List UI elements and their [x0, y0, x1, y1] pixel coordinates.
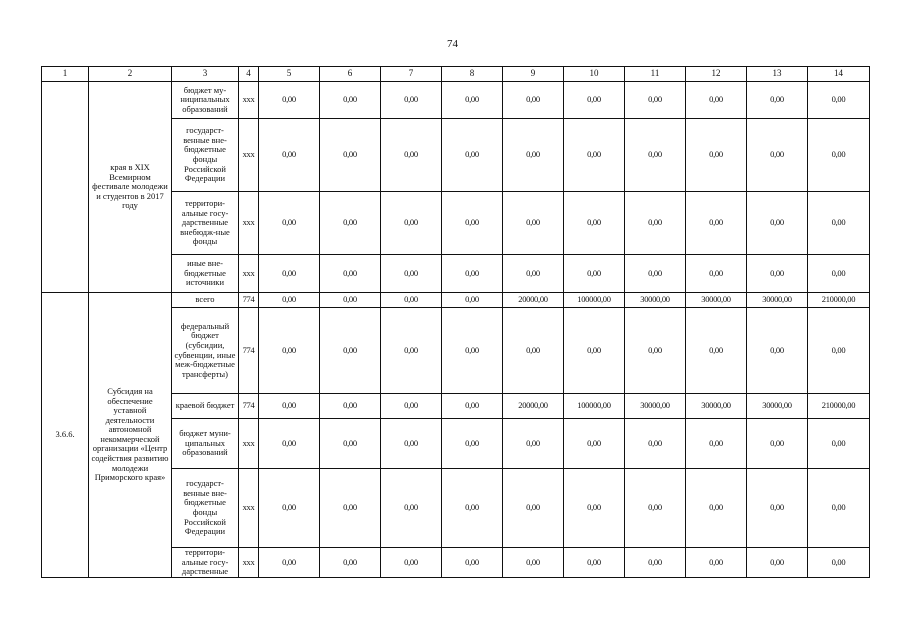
amount-cell: 0,00	[259, 419, 320, 469]
amount-cell: 30000,00	[747, 394, 808, 419]
section-name-cell: края в XIX Всемирном фестивале молодежи и студентов в 2017 году	[89, 82, 172, 293]
amount-cell: 0,00	[625, 308, 686, 394]
amount-cell: 0,00	[442, 469, 503, 548]
amount-cell: 0,00	[686, 469, 747, 548]
amount-cell: 0,00	[686, 419, 747, 469]
funding-source-cell: краевой бюджет	[172, 394, 239, 419]
page-number: 74	[447, 38, 458, 50]
table-row	[42, 293, 870, 308]
amount-cell: 0,00	[442, 394, 503, 419]
budget-table	[41, 66, 870, 578]
header-cell: 6	[320, 67, 381, 82]
budget-code-cell: 774	[239, 394, 259, 419]
amount-cell: 210000,00	[808, 394, 870, 419]
amount-cell: 0,00	[320, 419, 381, 469]
budget-code-cell: xxx	[239, 469, 259, 548]
amount-cell: 0,00	[320, 548, 381, 578]
header-cell: 9	[503, 67, 564, 82]
budget-code-cell: xxx	[239, 82, 259, 119]
header-cell: 4	[239, 67, 259, 82]
amount-cell: 0,00	[686, 255, 747, 293]
amount-cell: 0,00	[320, 82, 381, 119]
amount-cell: 0,00	[259, 82, 320, 119]
section-code-cell	[42, 82, 89, 293]
amount-cell: 0,00	[259, 548, 320, 578]
amount-cell: 0,00	[381, 82, 442, 119]
amount-cell: 0,00	[320, 394, 381, 419]
amount-cell: 0,00	[564, 419, 625, 469]
amount-cell: 0,00	[320, 192, 381, 255]
amount-cell: 0,00	[625, 82, 686, 119]
budget-code-cell: xxx	[239, 119, 259, 192]
amount-cell: 0,00	[442, 82, 503, 119]
header-cell: 7	[381, 67, 442, 82]
funding-source-cell: государст-венные вне-бюджетные фонды Российской Федерации	[172, 119, 239, 192]
amount-cell: 0,00	[808, 419, 870, 469]
amount-cell: 0,00	[442, 548, 503, 578]
amount-cell: 0,00	[259, 293, 320, 308]
amount-cell: 0,00	[808, 308, 870, 394]
amount-cell: 0,00	[381, 192, 442, 255]
amount-cell: 0,00	[686, 119, 747, 192]
amount-cell: 0,00	[259, 308, 320, 394]
amount-cell: 20000,00	[503, 293, 564, 308]
amount-cell: 0,00	[747, 119, 808, 192]
amount-cell: 0,00	[808, 548, 870, 578]
funding-source-cell: бюджет муни-ципальных образований	[172, 419, 239, 469]
header-cell: 5	[259, 67, 320, 82]
funding-source-cell: федеральный бюджет (субсидии, субвенции, иные меж-бюджетные трансферты)	[172, 308, 239, 394]
amount-cell: 0,00	[442, 308, 503, 394]
funding-source-cell: бюджет му-ниципальных образований	[172, 82, 239, 119]
amount-cell: 0,00	[259, 119, 320, 192]
budget-code-cell: xxx	[239, 255, 259, 293]
amount-cell: 30000,00	[625, 293, 686, 308]
header-row	[42, 67, 870, 82]
amount-cell: 0,00	[381, 394, 442, 419]
amount-cell: 0,00	[381, 293, 442, 308]
amount-cell: 0,00	[503, 192, 564, 255]
amount-cell: 0,00	[686, 308, 747, 394]
amount-cell: 0,00	[747, 82, 808, 119]
header-cell: 12	[686, 67, 747, 82]
budget-code-cell: xxx	[239, 548, 259, 578]
amount-cell: 0,00	[381, 255, 442, 293]
amount-cell: 0,00	[381, 308, 442, 394]
amount-cell: 30000,00	[686, 394, 747, 419]
amount-cell: 0,00	[381, 469, 442, 548]
table-row	[42, 82, 870, 119]
amount-cell: 0,00	[625, 419, 686, 469]
amount-cell: 0,00	[808, 119, 870, 192]
amount-cell: 0,00	[442, 119, 503, 192]
table-body	[42, 82, 870, 578]
header-cell: 10	[564, 67, 625, 82]
amount-cell: 0,00	[259, 469, 320, 548]
amount-cell: 30000,00	[625, 394, 686, 419]
amount-cell: 0,00	[747, 308, 808, 394]
amount-cell: 0,00	[564, 469, 625, 548]
amount-cell: 0,00	[564, 255, 625, 293]
amount-cell: 0,00	[625, 192, 686, 255]
amount-cell: 30000,00	[747, 293, 808, 308]
amount-cell: 0,00	[259, 192, 320, 255]
amount-cell: 0,00	[564, 119, 625, 192]
header-cell: 8	[442, 67, 503, 82]
amount-cell: 0,00	[503, 82, 564, 119]
amount-cell: 0,00	[442, 255, 503, 293]
amount-cell: 0,00	[259, 255, 320, 293]
funding-source-cell: иные вне-бюджетные источники	[172, 255, 239, 293]
amount-cell: 0,00	[747, 192, 808, 255]
amount-cell: 0,00	[503, 119, 564, 192]
amount-cell: 0,00	[625, 119, 686, 192]
amount-cell: 30000,00	[686, 293, 747, 308]
header-cell: 14	[808, 67, 870, 82]
amount-cell: 0,00	[442, 293, 503, 308]
amount-cell: 0,00	[503, 255, 564, 293]
amount-cell: 0,00	[503, 548, 564, 578]
amount-cell: 0,00	[564, 82, 625, 119]
amount-cell: 0,00	[320, 293, 381, 308]
amount-cell: 0,00	[503, 469, 564, 548]
amount-cell: 0,00	[625, 255, 686, 293]
amount-cell: 0,00	[747, 255, 808, 293]
amount-cell: 0,00	[747, 469, 808, 548]
budget-code-cell: xxx	[239, 419, 259, 469]
section-code-cell: 3.6.6.	[42, 293, 89, 578]
amount-cell: 100000,00	[564, 394, 625, 419]
amount-cell: 0,00	[442, 192, 503, 255]
header-cell: 2	[89, 67, 172, 82]
amount-cell: 0,00	[564, 308, 625, 394]
amount-cell: 0,00	[625, 469, 686, 548]
amount-cell: 0,00	[808, 82, 870, 119]
amount-cell: 0,00	[320, 469, 381, 548]
amount-cell: 0,00	[808, 192, 870, 255]
amount-cell: 0,00	[625, 548, 686, 578]
amount-cell: 0,00	[259, 394, 320, 419]
amount-cell: 0,00	[564, 548, 625, 578]
amount-cell: 0,00	[320, 255, 381, 293]
header-cell: 11	[625, 67, 686, 82]
amount-cell: 0,00	[686, 192, 747, 255]
amount-cell: 0,00	[686, 548, 747, 578]
amount-cell: 100000,00	[564, 293, 625, 308]
funding-source-cell: всего	[172, 293, 239, 308]
amount-cell: 0,00	[808, 255, 870, 293]
amount-cell: 20000,00	[503, 394, 564, 419]
amount-cell: 0,00	[381, 548, 442, 578]
amount-cell: 0,00	[442, 419, 503, 469]
amount-cell: 0,00	[381, 419, 442, 469]
amount-cell: 0,00	[503, 308, 564, 394]
amount-cell: 0,00	[381, 119, 442, 192]
budget-code-cell: xxx	[239, 192, 259, 255]
amount-cell: 0,00	[747, 419, 808, 469]
header-cell: 13	[747, 67, 808, 82]
amount-cell: 0,00	[747, 548, 808, 578]
header-cell: 1	[42, 67, 89, 82]
section-name-cell: Субсидия на обеспечение уставной деятельности автономной некоммерческой организации «Центр содействия развитию молодежи Приморского края»	[89, 293, 172, 578]
amount-cell: 0,00	[320, 119, 381, 192]
amount-cell: 0,00	[503, 419, 564, 469]
amount-cell: 0,00	[808, 469, 870, 548]
header-cell: 3	[172, 67, 239, 82]
amount-cell: 210000,00	[808, 293, 870, 308]
funding-source-cell: государст-венные вне-бюджетные фонды Российской Федерации	[172, 469, 239, 548]
funding-source-cell: территори-альные госу-дарственные	[172, 548, 239, 578]
amount-cell: 0,00	[564, 192, 625, 255]
funding-source-cell: территори-альные госу-дарственные внебюдж-ные фонды	[172, 192, 239, 255]
amount-cell: 0,00	[686, 82, 747, 119]
budget-code-cell: 774	[239, 308, 259, 394]
budget-code-cell: 774	[239, 293, 259, 308]
amount-cell: 0,00	[320, 308, 381, 394]
